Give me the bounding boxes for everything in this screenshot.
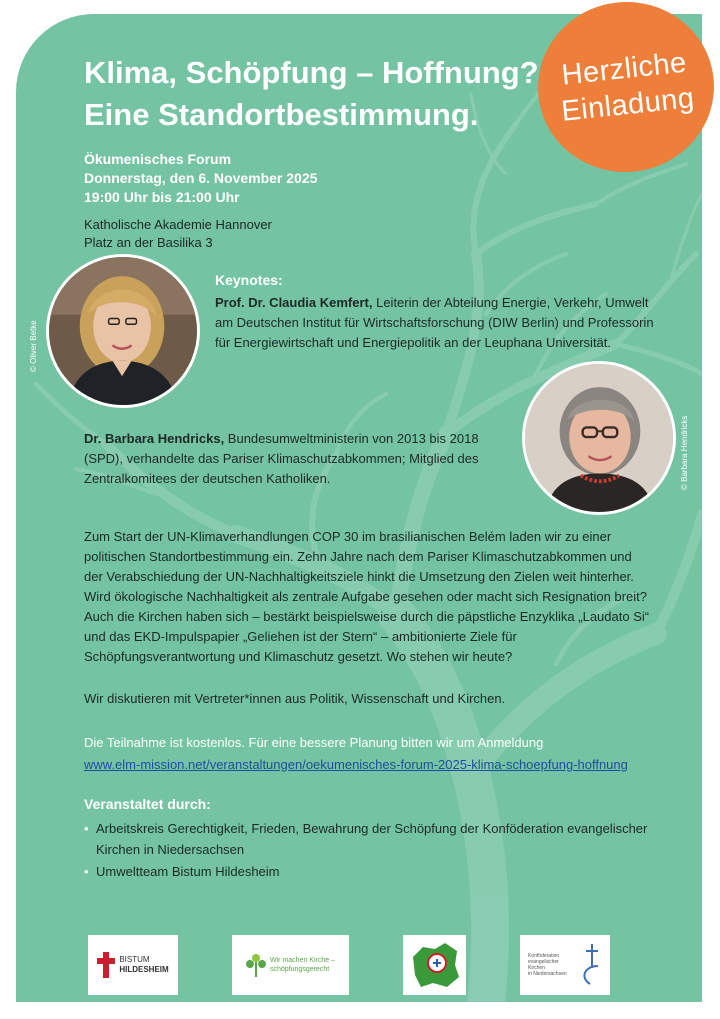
speaker2-portrait-image (525, 364, 673, 512)
event-title (84, 52, 544, 136)
bistum-logo-line2: HILDESHEIM (119, 965, 169, 974)
body-paragraph-3: Wir diskutieren mit Vertreter*innen aus Politik, Wissenschaft und Kirchen. (84, 691, 506, 706)
event-venue (84, 216, 272, 252)
wir-machen-kirche-logo (232, 935, 349, 995)
speaker1-portrait-image (49, 257, 197, 405)
konfoederation-logo (520, 935, 610, 995)
title-line2: Eine Standortbestimmung. (84, 97, 479, 132)
konf-logo-line1: Konföderation (528, 953, 560, 959)
konf-logo-line3: in Niedersachsen (528, 971, 567, 977)
speaker2-photo-credit: © Barbara Hendricks (680, 415, 689, 490)
speaker1-photo (46, 254, 200, 408)
speaker1-description: Leiterin der Abteilung Energie, Verkehr, Umwelt am Deutschen Institut für Wirtschaftsforschung (DIW Berlin) und Professorin für Energiewirtschaft und Energiepolitik an der Leuphana Universität. (215, 295, 654, 350)
speaker1-photo-credit: © Oliver Betke (29, 320, 38, 372)
konf-cross-icon (576, 942, 602, 988)
speaker1-name: Prof. Dr. Claudia Kemfert, (215, 295, 373, 310)
niedersachsen-map-icon (407, 937, 463, 993)
wmk-logo-line1: Wir machen Kirche – (270, 957, 335, 964)
wmk-logo-line2: schöpfungsgerecht (270, 966, 330, 973)
venue-name: Katholische Akademie Hannover (84, 217, 272, 232)
venue-address: Platz an der Basilika 3 (84, 235, 213, 250)
body-paragraph-2: Auch die Kirchen haben sich – bestärkt beispielsweise durch die päpstliche Enzyklika „Laudato Si“ und das EKD-Impulspapier „Geliehen ist der Stern“ – ambitionierte Ziele für Schöpfungsverantwortung und Klimaschutz gesetzt. Wo stehen wir heute? (84, 609, 650, 664)
organizer-item: • Umweltteam Bistum Hildesheim (84, 861, 664, 882)
bistum-cross-icon (97, 952, 115, 978)
event-series: Ökumenisches Forum (84, 151, 232, 167)
registration-text: Die Teilnahme ist kostenlos. Für eine bessere Planung bitten wir um Anmeldung (84, 735, 544, 750)
keynote-speaker2 (84, 429, 504, 489)
badge-line1: Herzliche (560, 46, 689, 92)
keynote-speaker1 (215, 293, 655, 353)
bistum-logo-line1: BISTUM (119, 955, 150, 964)
title-line1: Klima, Schöpfung – Hoffnung? (84, 55, 539, 90)
keynotes-heading: Keynotes: (215, 272, 283, 288)
leaf-cross-icon (246, 953, 266, 977)
organizer-item: • Arbeitskreis Gerechtigkeit, Frieden, Bewahrung der Schöpfung der Konföderation evangelischer Kirchen in Niedersachsen (84, 818, 664, 860)
body-paragraph-1: Zum Start der UN-Klimaverhandlungen COP 30 im brasilianischen Belém laden wir zu einer politischen Standortbestimmung ein. Zehn Jahre nach dem Pariser Klimaschutzabkommen und der Verabschiedung der UN-Nachhaltigkeitsziele hinkt die Umsetzung den Zielen weit hinterher. Wird ökologische Nachhaltigkeit als zentrale Aufgabe gesehen oder macht sich Resignation breit? (84, 529, 647, 604)
event-date: Donnerstag, den 6. November 2025 (84, 170, 318, 186)
organizers-heading: Veranstaltet durch: (84, 796, 211, 812)
registration-link[interactable]: www.elm-mission.net/veranstaltungen/oekumenisches-forum-2025-klima-schoepfung-hoffnung (84, 757, 628, 772)
speaker2-name: Dr. Barbara Hendricks, (84, 431, 225, 446)
event-info (84, 150, 317, 207)
gfs-arbeitskreis-logo (403, 935, 466, 995)
speaker2-photo (522, 361, 676, 515)
bistum-hildesheim-logo (88, 935, 178, 995)
registration-block (84, 732, 664, 776)
konf-logo-line2: evangelischer Kirchen (528, 959, 559, 971)
event-time: 19:00 Uhr bis 21:00 Uhr (84, 189, 240, 205)
organizers-list (84, 818, 664, 883)
badge-line2: Einladung (559, 82, 696, 128)
speaker2-description: Bundesumweltministerin von 2013 bis 2018 (SPD), verhandelte das Pariser Klimaschutzabkommen; Mitglied des Zentralkomitees der deutschen Katholiken. (84, 431, 479, 486)
